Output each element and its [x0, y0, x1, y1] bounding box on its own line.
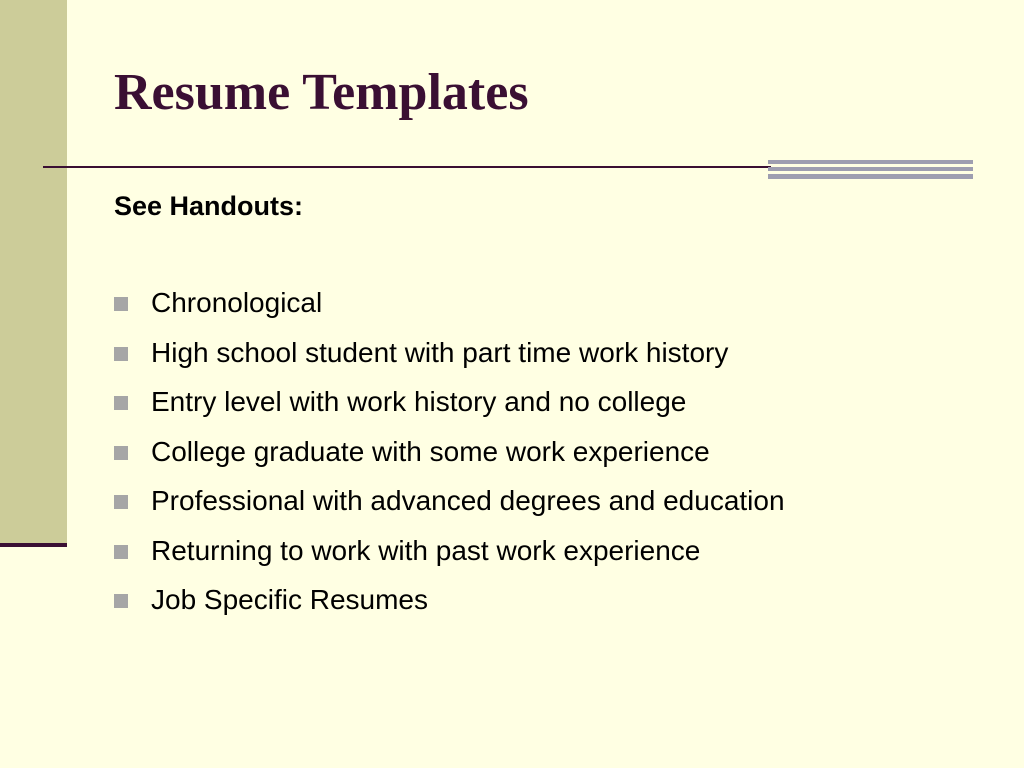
square-bullet-icon [114, 297, 128, 311]
list-item [114, 481, 785, 531]
square-bullet-icon [114, 446, 128, 460]
left-decorative-band [0, 0, 67, 545]
list-item [114, 432, 785, 482]
bullet-text: Returning to work with past work experience [151, 534, 701, 566]
list-item [114, 531, 785, 581]
square-bullet-icon [114, 545, 128, 559]
bullet-text: High school student with part time work history [151, 336, 729, 368]
square-bullet-icon [114, 594, 128, 608]
square-bullet-icon [114, 396, 128, 410]
divider-accent-bar [768, 160, 973, 164]
bullet-list [114, 283, 785, 630]
bullet-text: Entry level with work history and no college [151, 386, 687, 417]
title-divider [43, 166, 771, 168]
list-item [114, 580, 785, 630]
divider-accent-bar [768, 167, 973, 171]
list-item [114, 333, 785, 383]
list-item [114, 283, 785, 333]
square-bullet-icon [114, 495, 128, 509]
left-accent-line [0, 543, 67, 547]
bullet-text: College graduate with some work experience [151, 435, 710, 467]
bullet-text: Chronological [151, 287, 323, 318]
slide-title: Resume Templates [114, 64, 529, 121]
bullet-text: Professional with advanced degrees and education [151, 485, 785, 516]
divider-accent-bar [768, 174, 973, 179]
divider-accent-bars [768, 160, 973, 182]
list-item [114, 382, 785, 432]
subheading: See Handouts: [114, 191, 304, 221]
square-bullet-icon [114, 347, 128, 361]
bullet-text: Job Specific Resumes [151, 584, 429, 615]
